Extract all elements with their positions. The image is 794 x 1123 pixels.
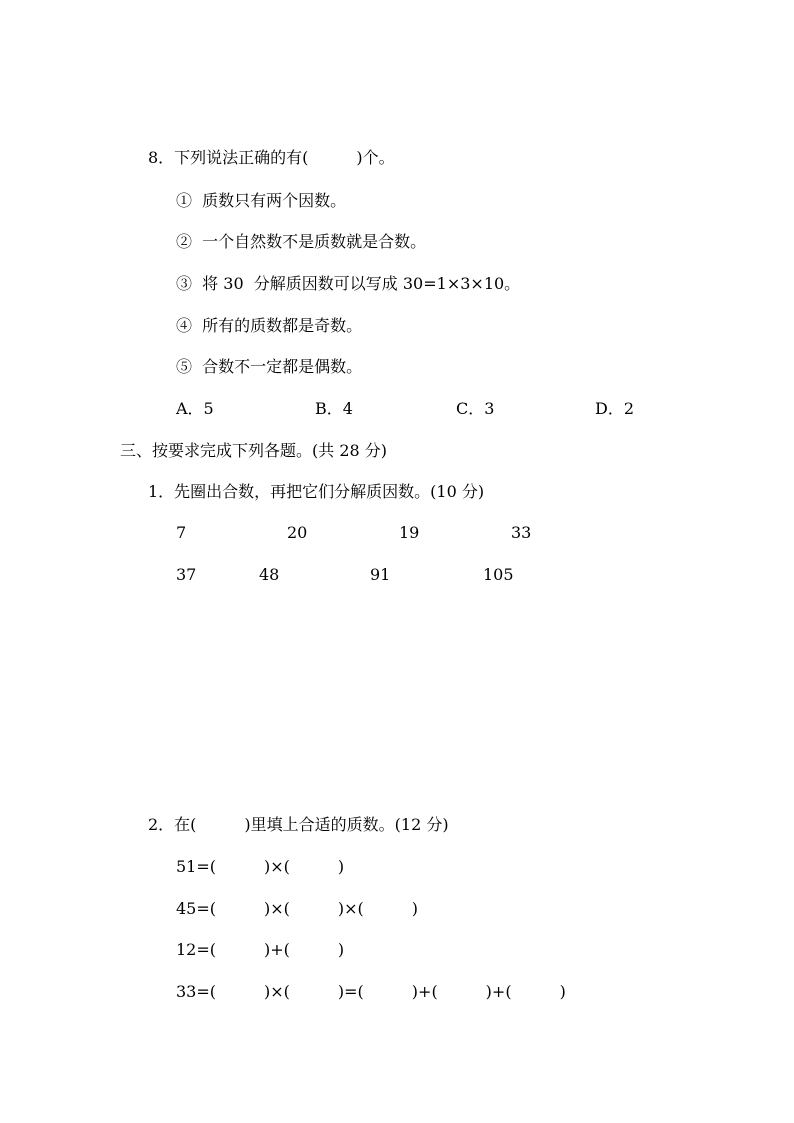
- statement-3: ③ 将 30 分解质因数可以写成 30=1×3×10。: [176, 274, 521, 293]
- section-3-heading: 三、按要求完成下列各题。(共 28 分): [120, 441, 388, 460]
- q1-number: 48: [259, 565, 280, 584]
- statement-4: ④ 所有的质数都是奇数。: [176, 316, 363, 335]
- q1-number: 91: [370, 565, 391, 584]
- q2-stem: 2．在( )里填上合适的质数。(12 分): [148, 815, 449, 834]
- option-a: A．5: [176, 399, 214, 418]
- q1-number: 7: [176, 523, 187, 542]
- statement-1: ① 质数只有两个因数。: [176, 191, 347, 210]
- question-8-stem: 8．下列说法正确的有( )个。: [148, 148, 395, 167]
- q2-equation: 51=( )×( ): [176, 857, 345, 876]
- statement-5: ⑤ 合数不一定都是偶数。: [176, 357, 363, 376]
- statement-2: ② 一个自然数不是质数就是合数。: [176, 232, 427, 251]
- q2-equation: 33=( )×( )=( )+( )+( ): [176, 982, 566, 1001]
- q1-number: 37: [176, 565, 197, 584]
- option-c: C．3: [456, 399, 495, 418]
- q1-stem: 1．先圈出合数，再把它们分解质因数。(10 分): [148, 482, 485, 501]
- option-b: B．4: [315, 399, 353, 418]
- q1-number: 19: [399, 523, 420, 542]
- q1-number: 20: [287, 523, 308, 542]
- q2-equation: 12=( )+( ): [176, 940, 345, 959]
- q1-number: 33: [511, 523, 532, 542]
- q2-equation: 45=( )×( )×( ): [176, 899, 419, 918]
- q1-number: 105: [483, 565, 514, 584]
- option-d: D．2: [595, 399, 635, 418]
